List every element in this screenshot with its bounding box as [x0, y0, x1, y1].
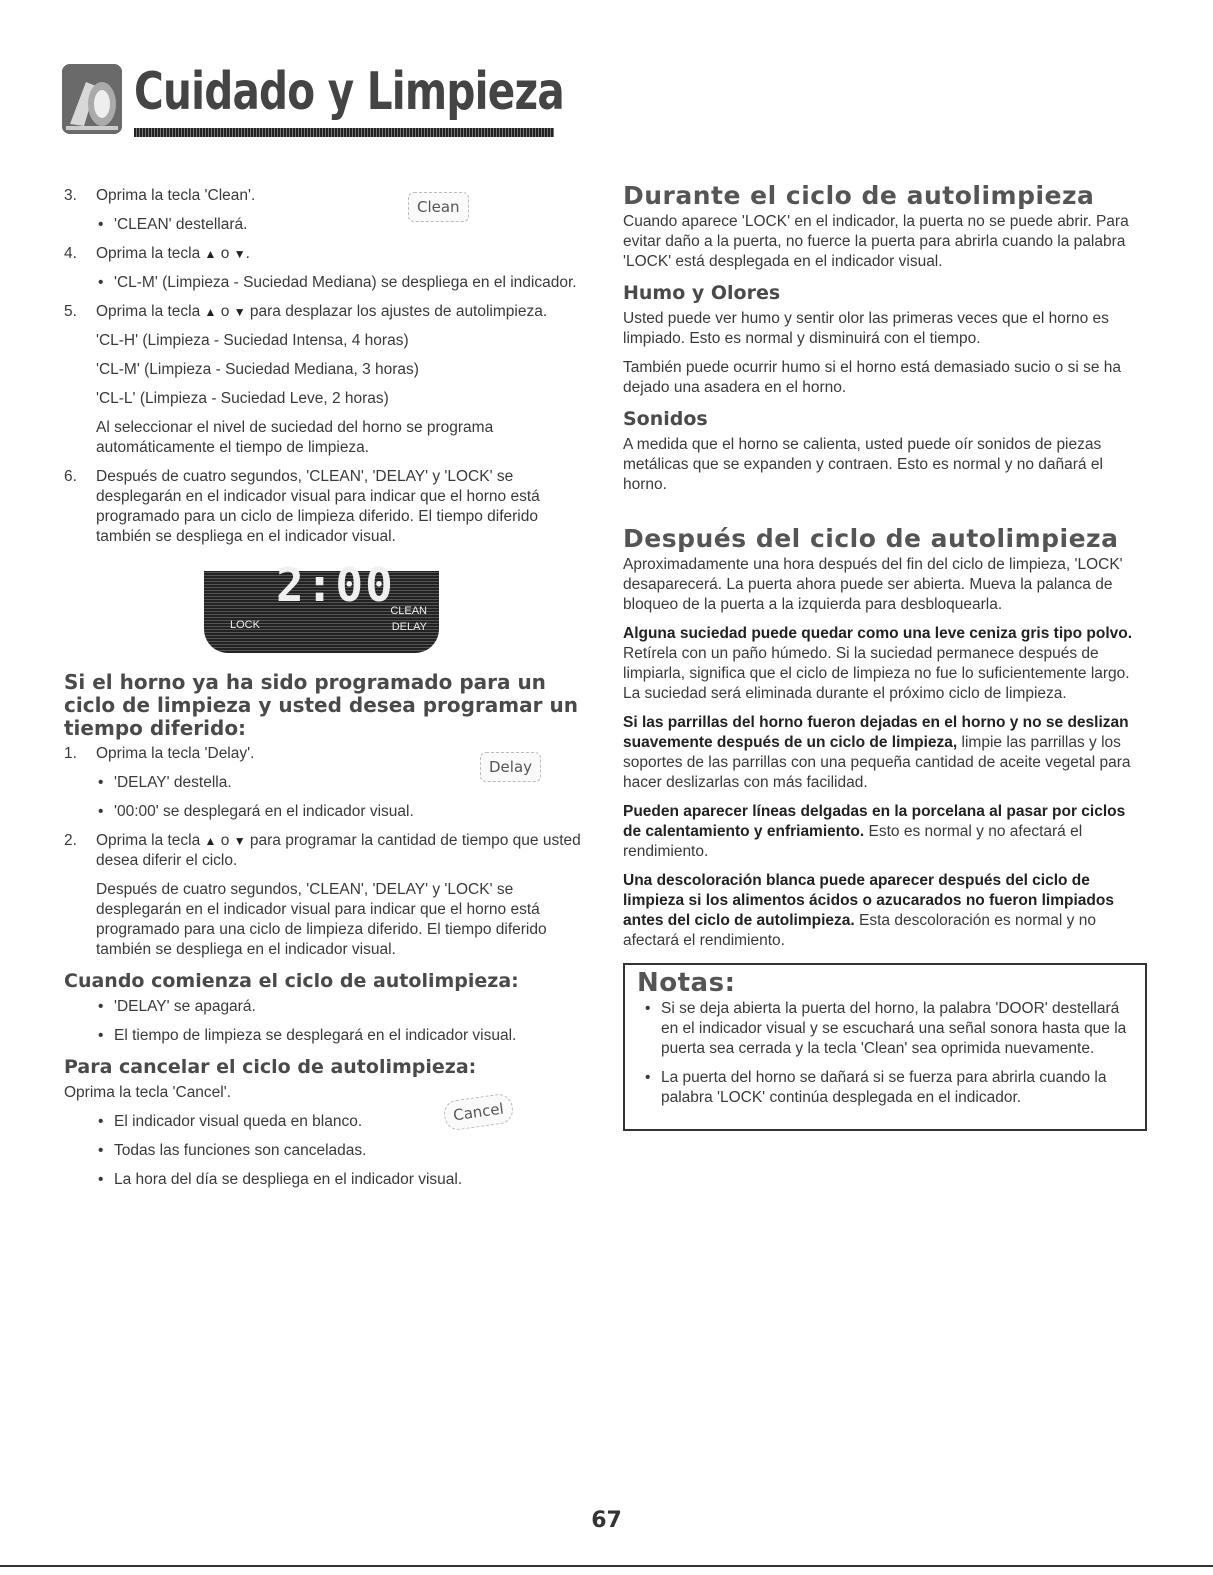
down-arrow-icon: ▼	[233, 834, 246, 848]
racks-paragraph	[623, 713, 1145, 793]
step-bullet: • 'CL-M' (Limpieza - Suciedad Mediana) se despliega en el indicador.	[64, 273, 584, 293]
step-text: Después de cuatro segundos, 'CLEAN', 'DELAY' y 'LOCK' se desplegarán en el indicador visual para indicar que el horno está programado para un ciclo de limpieza diferido. El tiempo diferido también se despliega en el indicador visual.	[96, 468, 540, 545]
step-text-or: o	[220, 245, 230, 262]
step-3	[64, 186, 584, 235]
up-arrow-icon: ▲	[204, 834, 217, 848]
up-arrow-icon: ▲	[204, 305, 217, 319]
step-text: Oprima la tecla 'Clean'.	[96, 187, 256, 204]
step-5	[64, 302, 584, 458]
page-header	[62, 58, 562, 148]
after-heading: Después del ciclo de autolimpieza	[623, 524, 1119, 553]
step-number: 2.	[64, 832, 77, 849]
clean-option: 'CL-H' (Limpieza - Suciedad Intensa, 4 horas)	[96, 332, 409, 349]
notes-heading: Notas:	[637, 968, 736, 998]
list-item: • El indicador visual queda en blanco.	[64, 1112, 584, 1132]
lines-text: Esto es normal y no afectará el rendimiento.	[623, 823, 1083, 860]
title-underline	[134, 128, 554, 137]
after-text: Aproximadamente una hora después del fin del ciclo de limpieza, 'LOCK' desaparecerá. La puerta ahora puede ser abierta. Mueva la palanca de bloqueo de la puerta a la izquierda para desbloquearla.	[623, 556, 1123, 613]
notes-box	[623, 963, 1147, 1131]
step-number: 5.	[64, 303, 77, 320]
step-text-end: .	[245, 245, 250, 262]
step-note: Después de cuatro segundos, 'CLEAN', 'DELAY' y 'LOCK' se desplegarán en el indicador visual para indicar que el horno está programado para una ciclo de limpieza diferido. El tiempo diferido también se despliega en el indicador visual.	[96, 881, 547, 958]
step-text: Oprima la tecla	[96, 245, 201, 262]
during-text: Cuando aparece 'LOCK' en el indicador, la puerta no se puede abrir. Para evitar daño a la puerta, no fuerce la puerta para abrirla cuando la palabra 'LOCK' está desplegada en el indicador visual.	[623, 213, 1129, 270]
list-item: • Todas las funciones son canceladas.	[64, 1141, 584, 1161]
delay-step-2	[64, 831, 584, 960]
display-delay-label: DELAY	[391, 621, 427, 633]
cycle-starts-heading: Cuando comienza el ciclo de autolimpieza:	[64, 970, 519, 992]
note-item: • Si se deja abierta la puerta del horno, la palabra 'DOOR' destellará en el indicador visual y se escuchará una señal sonora hasta que la puerta sea cerrada y la tecla 'Clean' sea oprimida nuevamente.	[637, 999, 1133, 1059]
step-text: Oprima la tecla 'Delay'.	[96, 745, 255, 762]
delay-step-1	[64, 744, 584, 822]
list-item: • El tiempo de limpieza se desplegará en el indicador visual.	[64, 1026, 584, 1046]
smoke-text-2: También puede ocurrir humo si el horno está demasiado sucio o si se ha dejado una asadera en el horno.	[623, 359, 1121, 396]
step-4	[64, 244, 584, 293]
oven-display	[204, 558, 439, 653]
cancel-section	[64, 1055, 584, 1190]
step-text-post: para programar la cantidad de tiempo que usted desea diferir el ciclo.	[96, 832, 581, 869]
sounds-text: A medida que el horno se calienta, usted puede oír sonidos de piezas metálicas que se expanden y contraen. Esto es normal y no dañará el horno.	[623, 436, 1103, 493]
clean-key: Clean	[408, 192, 469, 222]
white-text: Esta descoloración es normal y no afectará el rendimiento.	[623, 912, 1096, 949]
page-title: Cuidado y Limpieza	[134, 62, 564, 122]
delay-key: Delay	[480, 752, 541, 782]
list-item: • 'DELAY' se apagará.	[64, 997, 584, 1017]
list-item: • La hora del día se despliega en el indicador visual.	[64, 1170, 584, 1190]
cleaning-icon	[62, 64, 122, 134]
cancel-heading: Para cancelar el ciclo de autolimpieza:	[64, 1056, 477, 1078]
during-heading: Durante el ciclo de autolimpieza	[623, 181, 1095, 210]
cancel-key: Cancel	[442, 1092, 514, 1131]
lines-paragraph	[623, 802, 1145, 862]
note-item: • La puerta del horno se dañará si se fuerza para abrirla cuando la palabra 'LOCK' continúa desplegada en el indicador.	[637, 1068, 1133, 1108]
white-bold: Una descoloración blanca puede aparecer después del ciclo de limpieza si los alimentos ácidos o azucarados no fueron limpiados antes del ciclo de autolimpieza.	[623, 872, 1114, 929]
step-text-post: para desplazar los ajustes de autolimpieza.	[249, 303, 548, 320]
step-bullet: • 'CLEAN' destellará.	[64, 215, 584, 235]
ash-text: Retírela con un paño húmedo. Si la suciedad permanece después de limpiarla, significa que el ciclo de limpieza no fue lo suficientemente largo. La suciedad será eliminada durante el próximo ciclo de limpieza.	[623, 645, 1130, 702]
sounds-heading: Sonidos	[623, 408, 708, 430]
page-number: 67	[591, 1508, 622, 1533]
step-number: 6.	[64, 468, 77, 485]
cancel-text: Oprima la tecla 'Cancel'.	[64, 1084, 232, 1101]
down-arrow-icon: ▼	[233, 247, 246, 261]
racks-bold: Si las parrillas del horno fueron dejadas en el horno y no se deslizan suavemente después de un ciclo de limpieza,	[623, 714, 1129, 751]
left-column	[64, 186, 584, 1199]
bottom-rule	[0, 1565, 1213, 1567]
clean-option: 'CL-M' (Limpieza - Suciedad Mediana, 3 horas)	[96, 361, 419, 378]
step-text: Oprima la tecla	[96, 832, 201, 849]
step-text-or: o	[220, 303, 230, 320]
ash-bold: Alguna suciedad puede quedar como una leve ceniza gris tipo polvo.	[623, 625, 1133, 642]
step-number: 3.	[64, 187, 77, 204]
lines-bold: Pueden aparecer líneas delgadas en la porcelana al pasar por ciclos de calentamiento y enfriamiento.	[623, 803, 1126, 840]
ash-paragraph	[623, 624, 1145, 704]
step-6	[64, 467, 584, 547]
clean-option: 'CL-L' (Limpieza - Suciedad Leve, 2 horas)	[96, 390, 389, 407]
up-arrow-icon: ▲	[204, 247, 217, 261]
step-number: 4.	[64, 245, 77, 262]
step-text-or: o	[220, 832, 230, 849]
step-text: Oprima la tecla	[96, 303, 201, 320]
display-clean-label: CLEAN	[390, 605, 427, 617]
down-arrow-icon: ▼	[233, 305, 246, 319]
racks-text: limpie las parrillas y los soportes de las parrillas con una pequeña cantidad de aceite vegetal para hacer deslizarlas con más facilidad.	[623, 734, 1131, 791]
step-note: Al seleccionar el nivel de suciedad del horno se programa automáticamente el tiempo de limpieza.	[96, 419, 494, 456]
right-column	[623, 181, 1145, 1131]
white-paragraph	[623, 871, 1145, 951]
step-bullet: • '00:00' se desplegará en el indicador visual.	[64, 802, 584, 822]
step-number: 1.	[64, 745, 77, 762]
display-lock-label: LOCK	[230, 619, 260, 631]
display-digits: 2:00	[276, 558, 395, 612]
smoke-text-1: Usted puede ver humo y sentir olor las primeras veces que el horno es limpiado. Esto es normal y disminuirá con el tiempo.	[623, 310, 1109, 347]
delay-heading: Si el horno ya ha sido programado para un ciclo de limpieza y usted desea programar un tiempo diferido:	[64, 670, 578, 740]
smoke-heading: Humo y Olores	[623, 282, 781, 304]
step-bullet: • 'DELAY' destella.	[64, 773, 584, 793]
